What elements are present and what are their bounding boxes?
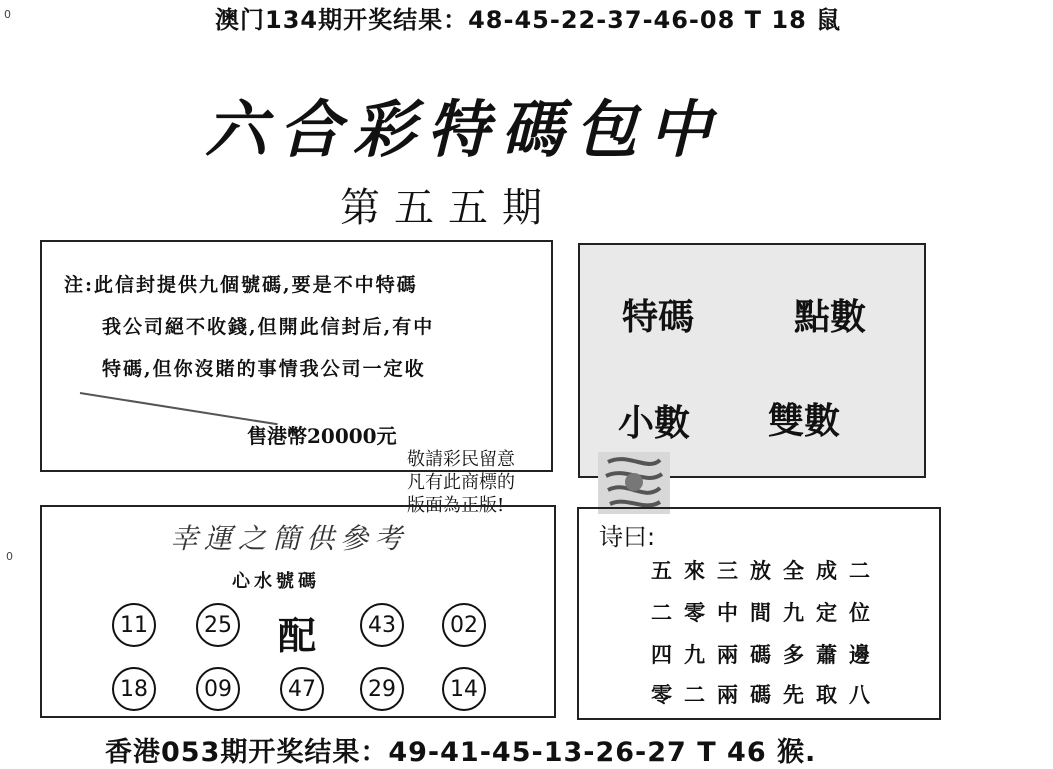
attr-even: 雙數 [768, 401, 841, 442]
notice-line-2: 我公司絕不收錢,但開此信封后,有中 [102, 316, 435, 338]
notice-box [40, 240, 553, 472]
number-ball: 14 [442, 667, 486, 711]
poem-line-2: 二零中間九定位 [651, 600, 882, 625]
lucky-subtitle: 心水號碼 [232, 571, 320, 592]
attributes-box [578, 243, 926, 478]
attr-special-code: 特碼 [622, 297, 695, 338]
caution-line-3: 版面為正版! [407, 495, 505, 516]
attr-points: 點數 [794, 297, 867, 338]
poem-line-4: 零二兩碼先取八 [651, 682, 882, 707]
lucky-numbers-box [40, 505, 556, 718]
number-ball: 43 [360, 603, 404, 647]
number-ball: 09 [196, 667, 240, 711]
caution-line-2: 凡有此商標的 [407, 472, 515, 493]
number-ball: 02 [442, 603, 486, 647]
hk-result-footer: 香港053期开奖结果：49-41-45-13-26-27 T 46 猴. [105, 737, 817, 768]
poem-line-1: 五來三放全成二 [651, 558, 882, 583]
trademark-logo-icon [598, 452, 670, 514]
number-ball: 18 [112, 667, 156, 711]
notice-line-3: 特碼,但你沒賭的事情我公司一定收 [102, 358, 426, 380]
main-title: 六合彩特碼包中 [205, 93, 724, 166]
number-ball: 11 [112, 603, 156, 647]
attr-small: 小數 [618, 403, 691, 444]
notice-line-1: 注:此信封提供九個號碼,要是不中特碼 [64, 274, 418, 296]
caution-line-1: 敬請彩民留意 [407, 449, 515, 470]
issue-number: 第五五期 [340, 185, 556, 231]
lucky-title: 幸運之簡供參考 [170, 522, 409, 555]
macau-result-header: 澳门134期开奖结果：48-45-22-37-46-08 T 18 鼠 [215, 6, 842, 34]
poem-line-3: 四九兩碼多蕭邊 [651, 642, 882, 667]
poem-heading: 诗曰: [599, 523, 656, 551]
number-ball: 29 [360, 667, 404, 711]
poem-box [577, 507, 941, 720]
margin-mark: 0 [4, 8, 11, 21]
margin-mark: 0 [6, 550, 13, 563]
number-ball: 47 [280, 667, 324, 711]
price-text: 售港幣20000元 [247, 424, 397, 448]
number-ball: 25 [196, 603, 240, 647]
pair-label: 配 [278, 613, 317, 658]
